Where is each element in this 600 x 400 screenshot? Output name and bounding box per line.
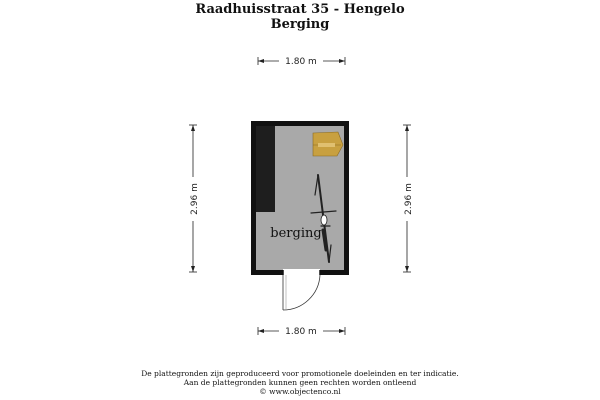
cardboard-box-icon: [313, 132, 343, 156]
dimension-bottom: [258, 324, 345, 337]
door-icon: [283, 275, 320, 310]
shelf-icon: [256, 126, 275, 212]
dimension-left: [187, 125, 200, 272]
disclaimer-line-2: Aan de plattegronden kunnen geen rechten worden ontleend: [183, 378, 417, 387]
dimension-bottom-label: 1.80 m: [285, 327, 317, 337]
dimension-top-label: 1.80 m: [285, 57, 317, 67]
dimension-left-label: 2.96 m: [190, 183, 200, 215]
dimension-right: [401, 125, 414, 272]
copyright-line: © www.objectenco.nl: [259, 387, 341, 396]
room-label: berging: [270, 226, 322, 241]
plan-title: Raadhuisstraat 35 - Hengelo: [195, 2, 405, 17]
door-opening: [283, 269, 320, 276]
dimension-right-label: 2.96 m: [404, 183, 414, 215]
dimension-top: [258, 54, 345, 67]
plan-subtitle: Berging: [270, 17, 330, 32]
disclaimer-line-1: De plattegronden zijn geproduceerd voor promotionele doeleinden en ter indicatie.: [141, 369, 459, 378]
